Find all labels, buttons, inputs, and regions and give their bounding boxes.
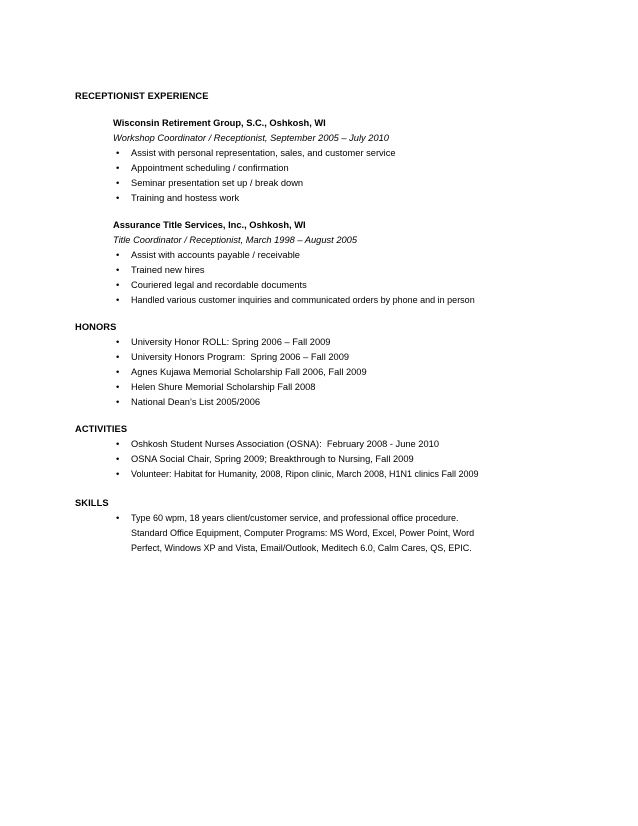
section-heading-skills: SKILLS	[75, 498, 109, 508]
bullet-marker: •	[116, 178, 120, 189]
bullet-marker: •	[116, 352, 120, 363]
activities-bullet-3: Volunteer: Habitat for Humanity, 2008, Ripon clinic, March 2008, H1N1 clinics Fall 2009	[131, 469, 479, 479]
job-title-1: Workshop Coordinator / Receptionist, September 2005 – July 2010	[113, 133, 389, 143]
activities-bullet-2: OSNA Social Chair, Spring 2009; Breakthrough to Nursing, Fall 2009	[131, 454, 414, 464]
job-1-bullet-3: Seminar presentation set up / break down	[131, 178, 304, 188]
section-heading-honors: HONORS	[75, 322, 117, 332]
bullet-marker: •	[116, 148, 120, 159]
bullet-marker: •	[116, 367, 120, 378]
skills-line-3: Perfect, Windows XP and Vista, Email/Outlook, Meditech 6.0, Calm Cares, QS, EPIC.	[131, 543, 472, 553]
job-2-bullet-2: Trained new hires	[131, 265, 205, 275]
employer-1: Wisconsin Retirement Group, S.C., Oshkosh, WI	[113, 118, 326, 128]
section-heading-receptionist-experience: RECEPTIONIST EXPERIENCE	[75, 91, 209, 101]
bullet-marker: •	[116, 382, 120, 393]
honors-bullet-5: National Dean’s List 2005/2006	[131, 397, 261, 407]
bullet-marker: •	[116, 469, 120, 480]
bullet-marker: •	[116, 454, 120, 465]
skills-line-1: Type 60 wpm, 18 years client/customer service, and professional office procedure.	[131, 513, 459, 523]
bullet-marker: •	[116, 513, 120, 524]
honors-bullet-1: University Honor ROLL: Spring 2006 – Fall 2009	[131, 337, 331, 347]
bullet-marker: •	[116, 439, 120, 450]
job-2-bullet-4: Handled various customer inquiries and communicated orders by phone and in person	[131, 295, 475, 305]
bullet-marker: •	[116, 397, 120, 408]
honors-bullet-2: University Honors Program: Spring 2006 – Fall 2009	[131, 352, 350, 362]
honors-bullet-3: Agnes Kujawa Memorial Scholarship Fall 2006, Fall 2009	[131, 367, 367, 377]
bullet-marker: •	[116, 193, 120, 204]
bullet-marker: •	[116, 163, 120, 174]
bullet-marker: •	[116, 265, 120, 276]
bullet-marker: •	[116, 295, 120, 306]
job-1-bullet-4: Training and hostess work	[131, 193, 240, 203]
job-2-bullet-3: Couriered legal and recordable documents	[131, 280, 307, 290]
section-heading-activities: ACTIVITIES	[75, 424, 128, 434]
activities-bullet-1: Oshkosh Student Nurses Association (OSNA): February 2008 - June 2010	[131, 439, 439, 449]
employer-2: Assurance Title Services, Inc., Oshkosh, WI	[113, 220, 306, 230]
bullet-marker: •	[116, 337, 120, 348]
job-2-bullet-1: Assist with accounts payable / receivable	[131, 250, 300, 260]
skills-line-2: Standard Office Equipment, Computer Programs: MS Word, Excel, Power Point, Word	[131, 528, 475, 538]
honors-bullet-4: Helen Shure Memorial Scholarship Fall 2008	[131, 382, 316, 392]
job-1-bullet-1: Assist with personal representation, sales, and customer service	[131, 148, 396, 158]
bullet-marker: •	[116, 250, 120, 261]
job-title-2: Title Coordinator / Receptionist, March 1998 – August 2005	[113, 235, 358, 245]
bullet-marker: •	[116, 280, 120, 291]
job-1-bullet-2: Appointment scheduling / confirmation	[131, 163, 289, 173]
